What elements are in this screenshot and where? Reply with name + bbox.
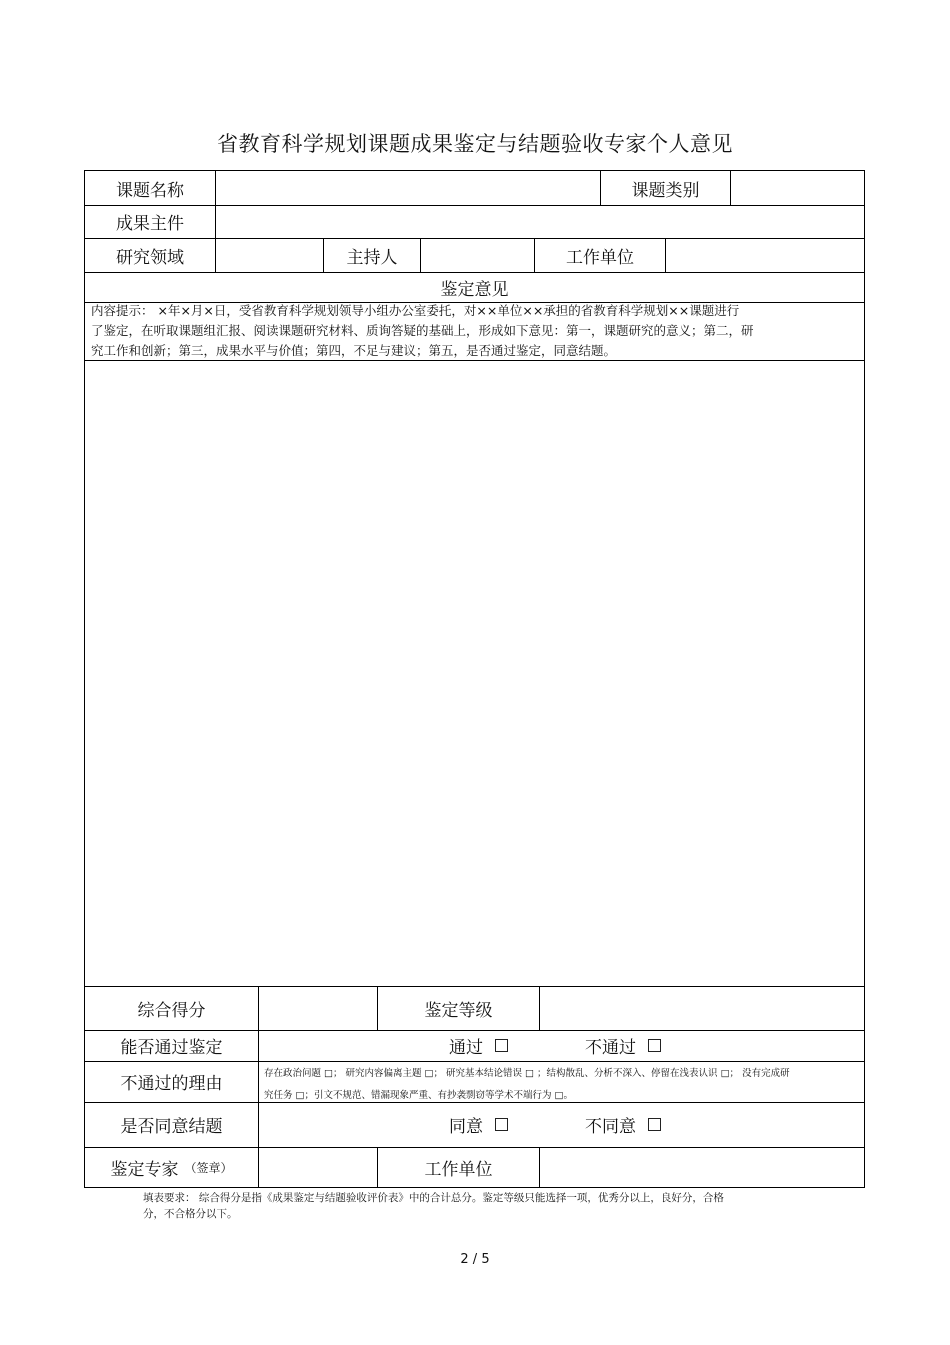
grade-label: 鉴定等级 — [424, 1000, 493, 1021]
pass-yes-option[interactable] — [449, 1030, 529, 1061]
fail-reason-line: 究任务 □；引文不规范、错漏现象严重、有抄袭剽窃等学术不端行为 □。 — [264, 1090, 573, 1101]
score-field[interactable] — [259, 986, 377, 1030]
opinion-header: 鉴定意见 — [440, 279, 509, 300]
fill-instructions — [143, 1190, 763, 1222]
pass-label: 能否通过鉴定 — [120, 1038, 223, 1058]
unit-label: 工作单位 — [566, 247, 634, 268]
hint-line: 究工作和创新；第三，成果水平与价值；第四，不足与建议；第五，是否通过鉴定，同意结题。 — [91, 343, 617, 358]
agree-yes-option[interactable] — [449, 1102, 529, 1147]
agree-no-checkbox[interactable] — [648, 1118, 661, 1131]
expert-unit-field[interactable] — [540, 1147, 864, 1188]
agree-no-text: 不同意 — [585, 1117, 636, 1137]
expert-label: 鉴定专家 — [110, 1160, 179, 1180]
expert-unit-label: 工作单位 — [424, 1160, 493, 1180]
agree-label: 是否同意结题 — [120, 1117, 223, 1137]
main-result-label: 成果主件 — [116, 214, 184, 234]
hint-line: 内容提示： ×年×月×日，受省教育科学规划领导小组办公室委托，对××单位××承担的省教育科学规划××课题进行 — [91, 303, 740, 318]
fail-reason-line: 存在政治问题 □； 研究内容偏离主题 □； 研究基本结论错误 □ ；结构散乱、分析不深入、停留在浅表认识 □； 没有完成研 — [264, 1068, 790, 1079]
agree-yes-checkbox[interactable] — [495, 1118, 508, 1131]
research-field-input[interactable] — [216, 238, 323, 272]
hint-line: 了鉴定，在听取课题组汇报、阅读课题研究材料、质询答疑的基础上，形成如下意见：第一，课题研究的意义；第二，研 — [91, 323, 754, 338]
project-name-field[interactable] — [216, 171, 600, 205]
page-number: 2 / 5 — [460, 1252, 490, 1267]
pass-yes-text: 通过 — [449, 1038, 483, 1058]
project-name-label: 课题名称 — [116, 180, 184, 201]
page-title: 省教育科学规划课题成果鉴定与结题验收专家个人意见 — [217, 132, 733, 156]
research-field-label: 研究领域 — [116, 247, 184, 268]
note-line: 分，不合格分以下。 — [143, 1208, 238, 1220]
project-type-label: 课题类别 — [631, 180, 700, 201]
agree-no-option[interactable] — [585, 1102, 685, 1147]
main-result-field[interactable] — [216, 205, 864, 238]
pass-no-option[interactable] — [585, 1030, 685, 1061]
opinion-text-area[interactable] — [85, 361, 864, 986]
grade-field[interactable] — [540, 986, 864, 1030]
pass-no-text: 不通过 — [585, 1038, 636, 1058]
expert-signature-field[interactable] — [259, 1147, 377, 1188]
fail-reason-options[interactable] — [264, 1063, 859, 1107]
host-field[interactable] — [421, 238, 534, 272]
expert-label-cell — [85, 1147, 258, 1188]
score-label: 综合得分 — [137, 1000, 206, 1021]
content-hint — [91, 301, 851, 361]
fail-reason-label: 不通过的理由 — [120, 1074, 223, 1094]
note-line: 填表要求： 综合得分是指《成果鉴定与结题验收评价表》中的合计总分。鉴定等级只能选择一项，优秀分以上，良好分，合格 — [143, 1192, 724, 1204]
pass-no-checkbox[interactable] — [648, 1039, 661, 1052]
pass-yes-checkbox[interactable] — [495, 1039, 508, 1052]
project-type-field[interactable] — [731, 171, 864, 205]
agree-yes-text: 同意 — [449, 1117, 483, 1137]
unit-field[interactable] — [666, 238, 864, 272]
expert-seal-note: （签章） — [184, 1161, 233, 1175]
opinion-form — [84, 170, 865, 1188]
host-label: 主持人 — [346, 247, 398, 268]
